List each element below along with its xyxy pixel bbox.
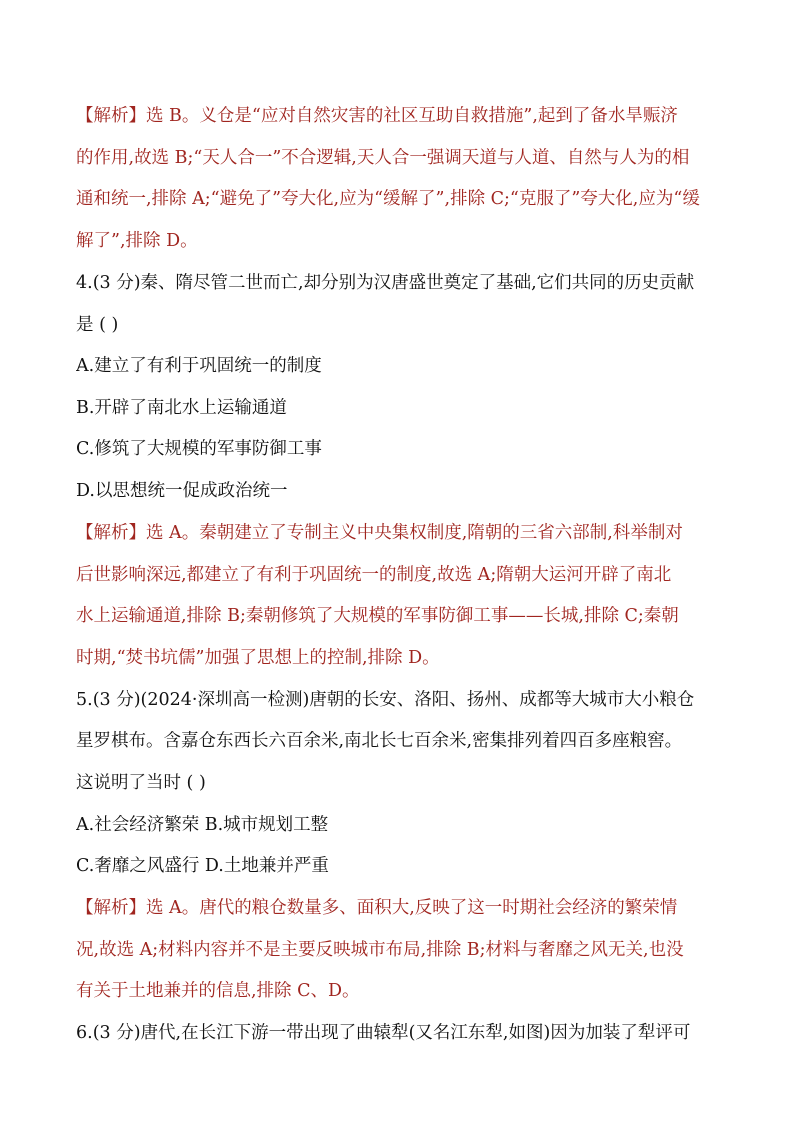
q5-stem-line-3: 这说明了当时 ( ) — [76, 773, 206, 793]
q4-option-c: C.修筑了大规模的军事防御工事 — [76, 439, 322, 459]
q5-analysis-line-2: 况,故选 A;材料内容并不是主要反映城市布局,排除 B;材料与奢靡之风无关,也没 — [76, 940, 684, 960]
q3-analysis-line-2: 的作用,故选 B;“天人合一”不合逻辑,天人合一强调天道与人道、自然与人为的相 — [76, 148, 690, 168]
q5-analysis-line-3: 有关于土地兼并的信息,排除 C、D。 — [76, 981, 360, 1001]
q4-analysis-line-1: 【解析】选 A。秦朝建立了专制主义中央集权制度,隋朝的三省六部制,科举制对 — [76, 523, 683, 543]
q5-stem-line-1: 5.(3 分)(2024·深圳高一检测)唐朝的长安、洛阳、扬州、成都等大城市大小粮仓 — [76, 690, 695, 710]
q4-analysis-line-4: 时期,“焚书坑儒”加强了思想上的控制,排除 D。 — [76, 648, 440, 668]
q3-analysis-line-4: 解了”,排除 D。 — [76, 231, 198, 251]
q4-analysis-line-2: 后世影响深远,都建立了有利于巩固统一的制度,故选 A;隋朝大运河开辟了南北 — [76, 565, 672, 585]
q5-options-line-2: C.奢靡之风盛行 D.土地兼并严重 — [76, 856, 329, 876]
q5-options-line-1: A.社会经济繁荣 B.城市规划工整 — [76, 815, 329, 835]
q5-stem-line-2: 星罗棋布。含嘉仓东西长六百余米,南北长七百余米,密集排列着四百多座粮窖。 — [76, 731, 683, 751]
q4-stem-line-1: 4.(3 分)秦、隋尽管二世而亡,却分别为汉唐盛世奠定了基础,它们共同的历史贡献 — [76, 273, 695, 293]
q3-analysis-line-1: 【解析】选 B。义仓是“应对自然灾害的社区互助自救措施”,起到了备水旱赈济 — [76, 106, 678, 126]
q4-analysis-line-3: 水上运输通道,排除 B;秦朝修筑了大规模的军事防御工事——长城,排除 C;秦朝 — [76, 606, 679, 626]
q3-analysis-line-3: 通和统一,排除 A;“避免了”夸大化,应为“缓解了”,排除 C;“克服了”夸大化,应为“缓 — [76, 189, 700, 209]
q4-option-a: A.建立了有利于巩固统一的制度 — [76, 356, 322, 376]
q6-stem-line-1: 6.(3 分)唐代,在长江下游一带出现了曲辕犁(又名江东犁,如图)因为加装了犁评可 — [76, 1023, 691, 1043]
q4-stem-line-2: 是 ( ) — [76, 315, 119, 335]
q5-analysis-line-1: 【解析】选 A。唐代的粮仓数量多、面积大,反映了这一时期社会经济的繁荣情 — [76, 898, 678, 918]
q4-option-b: B.开辟了南北水上运输通道 — [76, 398, 287, 418]
q4-option-d: D.以思想统一促成政治统一 — [76, 481, 288, 501]
